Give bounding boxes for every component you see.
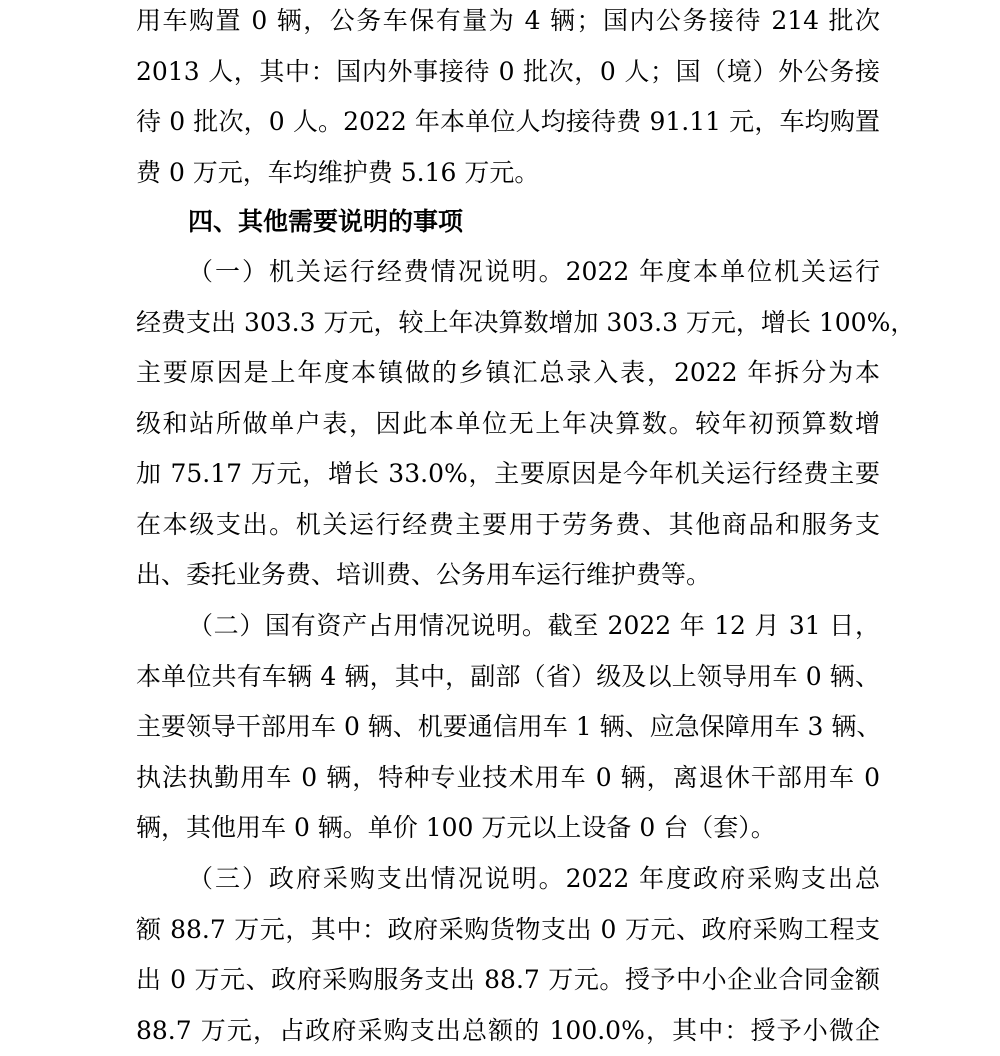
paragraph-line: 费 0 万元，车均维护费 5.16 万元。 — [136, 148, 880, 199]
paragraph-line — [136, 247, 880, 298]
paragraph-line: 本单位共有车辆 4 辆，其中，副部（省）级及以上领导用车 0 辆、 — [136, 652, 880, 703]
paragraph-line: 待 0 批次，0 人。2022 年本单位人均接待费 91.11 元，车均购置 — [136, 97, 880, 148]
section-2-paragraph — [136, 601, 880, 854]
section-1-paragraph — [136, 247, 880, 601]
section-2-first-line: 截至 2022 年 12 月 31 日， — [548, 611, 880, 640]
paragraph-line — [136, 854, 880, 905]
section-3-paragraph — [136, 854, 880, 1056]
paragraph-line: 加 75.17 万元，增长 33.0%，主要原因是今年机关运行经费主要 — [136, 449, 880, 500]
section-1-title: （一）机关运行经费情况说明。 — [188, 257, 566, 286]
paragraph-line: 88.7 万元，占政府采购支出总额的 100.0%，其中：授予小微企 — [136, 1006, 880, 1056]
paragraph-line: 主要原因是上年度本镇做的乡镇汇总录入表，2022 年拆分为本 — [136, 348, 880, 399]
paragraph-line: 额 88.7 万元，其中：政府采购货物支出 0 万元、政府采购工程支 — [136, 905, 880, 956]
paragraph-line — [136, 601, 880, 652]
section-2-title: （二）国有资产占用情况说明。 — [188, 611, 548, 640]
section-1-first-line: 2022 年度本单位机关运行 — [566, 257, 880, 286]
paragraph-line: 主要领导干部用车 0 辆、机要通信用车 1 辆、应急保障用车 3 辆、 — [136, 702, 880, 753]
paragraph-line: 在本级支出。机关运行经费主要用于劳务费、其他商品和服务支 — [136, 500, 880, 551]
paragraph-line: 级和站所做单户表，因此本单位无上年决算数。较年初预算数增 — [136, 399, 880, 450]
paragraph-line: 出 0 万元、政府采购服务支出 88.7 万元。授予中小企业合同金额 — [136, 955, 880, 1006]
paragraph-line: 用车购置 0 辆，公务车保有量为 4 辆；国内公务接待 214 批次 — [136, 0, 880, 47]
paragraph-line: 2013 人，其中：国内外事接待 0 批次，0 人；国（境）外公务接 — [136, 47, 880, 98]
section-3-title: （三）政府采购支出情况说明。 — [188, 864, 566, 893]
section-heading: 四、其他需要说明的事项 — [188, 197, 463, 248]
paragraph-top — [136, 0, 880, 198]
paragraph-line: 执法执勤用车 0 辆，特种专业技术用车 0 辆，离退休干部用车 0 — [136, 753, 880, 804]
paragraph-line: 辆，其他用车 0 辆。单价 100 万元以上设备 0 台（套）。 — [136, 803, 880, 854]
paragraph-line: 经费支出 303.3 万元，较上年决算数增加 303.3 万元，增长 100%， — [136, 298, 880, 349]
paragraph-line: 出、委托业务费、培训费、公务用车运行维护费等。 — [136, 550, 880, 601]
section-3-first-line: 2022 年度政府采购支出总 — [566, 864, 880, 893]
